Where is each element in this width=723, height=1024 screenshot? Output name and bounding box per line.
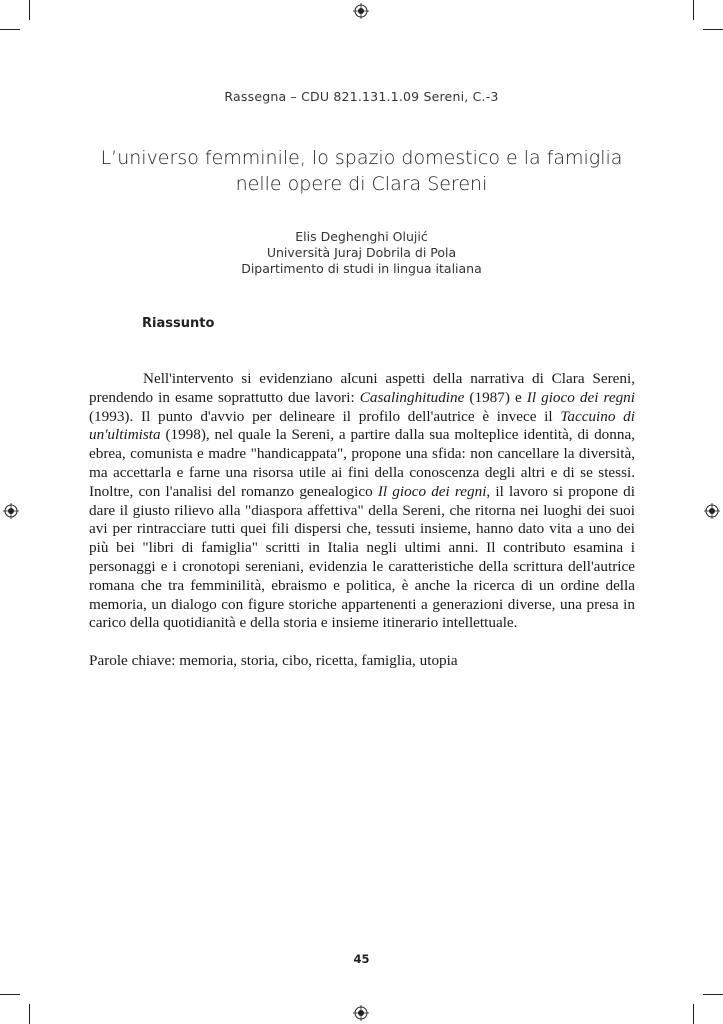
work-title: Il gioco dei regni — [377, 482, 487, 500]
crop-mark-top-right-horizontal — [703, 29, 723, 30]
work-title: Il gioco dei regni — [526, 388, 635, 406]
crop-mark-bottom-left-horizontal — [0, 994, 20, 995]
crop-mark-top-right-vertical — [693, 0, 694, 20]
author-affiliation: Università Juraj Dobrila di Pola — [266, 245, 457, 260]
abstract-text: , il lavoro si propone di dare il giusto rilievo alla "diaspora affettiva" della Sereni, che ritorna nei luoghi dei suoi avi per rintracciare tutti quei fili dispersi che, tessuti insieme, hanno dato vita a uno dei più bei "libri di famiglia" scritti in Italia negli ultimi anni. Il contributo esamina i personaggi e i cronotopi sereniani, evidenzia le caratteristiche della scrittura dell'autrice romana che tra femminilità, ebraismo e politica, è anche la ricerca di un ordine della memoria, un dialogo con figure storiche appartenenti a generazioni diverse, una presa in carico della quotidianità e della storia e insieme itinerario intellettuale. — [89, 482, 635, 632]
article-title-line-1: L’universo femminile, lo spazio domestico e la famiglia — [100, 147, 623, 169]
keywords: Parole chiave: memoria, storia, cibo, ricetta, famiglia, utopia — [89, 652, 458, 669]
running-head: Rassegna – CDU 821.131.1.09 Sereni, C.-3 — [224, 89, 499, 104]
work-title: Taccuino di un'ultimista — [89, 407, 635, 444]
registration-mark-icon — [353, 3, 369, 19]
abstract-text: (1993). Il punto d'avvio per delineare il profilo dell'autrice è invece il — [89, 407, 561, 425]
registration-mark-icon — [3, 503, 19, 519]
crop-mark-bottom-right-horizontal — [703, 994, 723, 995]
crop-mark-top-left-horizontal — [0, 29, 20, 30]
registration-mark-icon — [704, 503, 720, 519]
author-department: Dipartimento di studi in lingua italiana — [241, 261, 482, 276]
author-block — [0, 229, 723, 277]
author-name: Elis Deghenghi Olujić — [295, 229, 428, 244]
work-title: Casalinghitudine — [359, 388, 465, 406]
abstract-text: (1998), nel quale la Sereni, a partire dalla sua molteplice identità, di donna, ebrea, comunista e madre "handicappata", propone una sfida: non cancellare la diversità, ma accettarla e farne una risorsa utile ai fini della conoscenza degli altri e di se stessi. Inoltre, con l'analisi del romanzo genealogico — [89, 426, 635, 500]
registration-mark-icon — [353, 1005, 369, 1021]
article-title-line-2: nelle opere di Clara Sereni — [235, 173, 488, 195]
abstract-paragraph — [89, 370, 635, 633]
crop-mark-bottom-right-vertical — [693, 1004, 694, 1024]
abstract-body — [89, 370, 635, 633]
abstract-text: Nell'intervento si evidenziano alcuni aspetti della narrativa di Clara Sereni, prendendo in esame soprattutto due lavori: — [89, 370, 635, 406]
crop-mark-bottom-left-vertical — [29, 1004, 30, 1024]
crop-mark-top-left-vertical — [29, 0, 30, 20]
abstract-text: (1987) e — [464, 388, 527, 406]
page-number: 45 — [353, 952, 370, 966]
abstract-heading: Riassunto — [142, 316, 215, 331]
article-title — [60, 145, 663, 197]
